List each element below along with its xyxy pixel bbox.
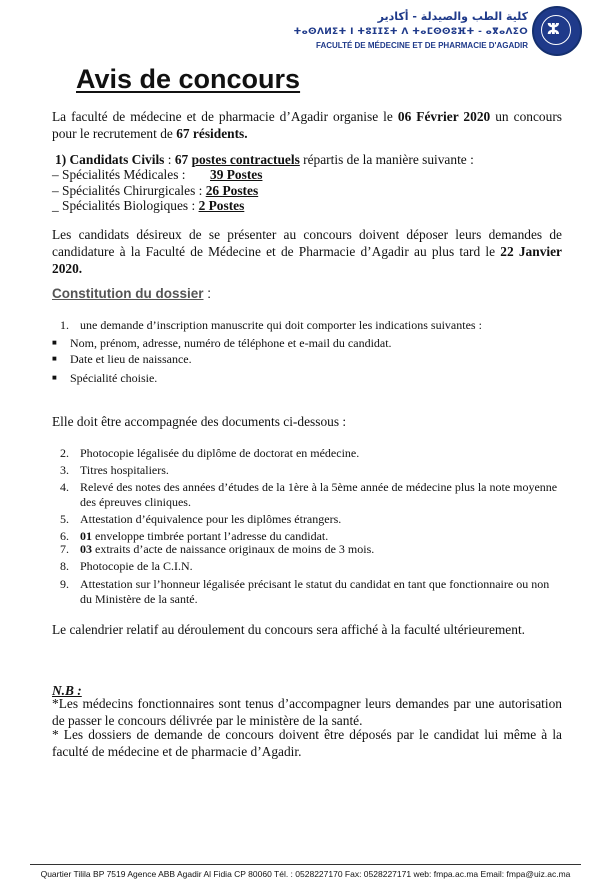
university-seal-icon	[532, 6, 582, 56]
dossier-heading: Constitution du dossier :	[52, 286, 212, 301]
specialite-item: – Spécialités Chirurgicales : 26 Postes	[52, 183, 259, 198]
header-french: FACULTÉ DE MÉDECINE ET DE PHARMACIE D'AGADIR	[316, 41, 528, 50]
list-item: Photocopie légalisée du diplôme de doctorat en médecine.	[80, 446, 360, 460]
list-item: Date et lieu de naissance.	[70, 352, 192, 366]
nb-label: N.B :	[52, 683, 82, 698]
footer-divider	[30, 864, 581, 865]
list-item: 01 enveloppe timbrée portant l’adresse du candidat.	[80, 529, 329, 543]
list-number: 2.	[60, 446, 69, 460]
specialite-item: _ Spécialités Biologiques : 2 Postes	[52, 198, 245, 213]
deadline-paragraph: Les candidats désireux de se présenter au concours doivent déposer leurs demandes de candidature à la Faculté de Médecine et de Pharmacie d’Agadir au plus tard le 22 Janvier 2020.	[52, 227, 562, 276]
list-number: 8.	[60, 559, 69, 573]
page-title: Avis de concours	[76, 64, 301, 94]
list-item: Nom, prénom, adresse, numéro de téléphone et e-mail du candidat.	[70, 336, 392, 350]
list-item: 03 extraits d’acte de naissance originaux de moins de 3 mois.	[80, 542, 375, 556]
list-item: une demande d’inscription manuscrite qui doit comporter les indications suivantes :	[80, 318, 482, 332]
intro-paragraph: La faculté de médecine et de pharmacie d’Agadir organise le 06 Février 2020 un concours pour le recrutement de 67 résidents.	[52, 109, 562, 141]
list-number: 4.	[60, 480, 69, 494]
square-bullet-icon: ■	[52, 338, 57, 347]
list-number: 6.	[60, 529, 69, 543]
concours-date: 06 Février 2020	[397, 109, 491, 124]
square-bullet-icon: ■	[52, 354, 57, 363]
list-number: 1.	[60, 318, 69, 332]
deadline-date: 22 Janvier 2020.	[52, 244, 562, 276]
nb-note: * Les dossiers de demande de concours doivent être déposés par le candidat lui même à la faculté de médecine et de pharmacie d’Agadir.	[52, 727, 562, 759]
list-item: Attestation sur l’honneur légalisée précisant le statut du candidat en tant que fonctionnaire ou non du Ministère de la santé.	[80, 577, 550, 606]
list-number: 5.	[60, 512, 69, 526]
logo-mark: ⵣ	[547, 20, 560, 38]
nb-note: *Les médecins fonctionnaires sont tenus d’accompagner leurs demandes par une autorisation de passer le concours délivrée par le ministère de la santé.	[52, 696, 562, 728]
list-number: 7.	[60, 542, 69, 556]
footer-contact: Quartier Tilila BP 7519 Agence ABB Agadir Al Fidia CP 80060 Tél. : 0528227170 Fax: 0528227171 web: fmpa.ac.ma Email: fmpa@uiz.ac.ma	[40, 869, 571, 879]
specialite-item: – Spécialités Médicales : 39 Postes	[52, 167, 263, 182]
square-bullet-icon: ■	[52, 373, 57, 382]
accompany-text: Elle doit être accompagnée des documents ci-dessous :	[52, 414, 347, 429]
calendrier-text: Le calendrier relatif au déroulement du concours sera affiché à la faculté ultérieurement.	[52, 622, 526, 637]
list-number: 3.	[60, 463, 69, 477]
list-item: Photocopie de la C.I.N.	[80, 559, 193, 573]
header-arabic: كلية الطب والصيدلة - أكادير	[377, 10, 528, 23]
list-item: Titres hospitaliers.	[80, 463, 169, 477]
civils-heading: 1) Candidats Civils : 67 postes contractuels répartis de la manière suivante :	[55, 152, 474, 167]
list-item: Spécialité choisie.	[70, 371, 158, 385]
list-item: Relevé des notes des années d’études de la 1ère à la 5ème année de médecine plus la note moyenne des épreuves cliniques.	[80, 480, 558, 509]
list-number: 9.	[60, 577, 69, 591]
list-item: Attestation d’équivalence pour les diplômes étrangers.	[80, 512, 342, 526]
header-tifinagh: ⵜⴰⵙⴷⵍⵉⵜ ⵏ ⵜⵓⵊⵊⵉⵜ ⴷ ⵜⴰⵎⵙⵙⵓⴼⵜ - ⴰⴳⴰⴷⵉⵔ	[293, 27, 528, 37]
residents-count: 67 résidents.	[176, 126, 248, 141]
